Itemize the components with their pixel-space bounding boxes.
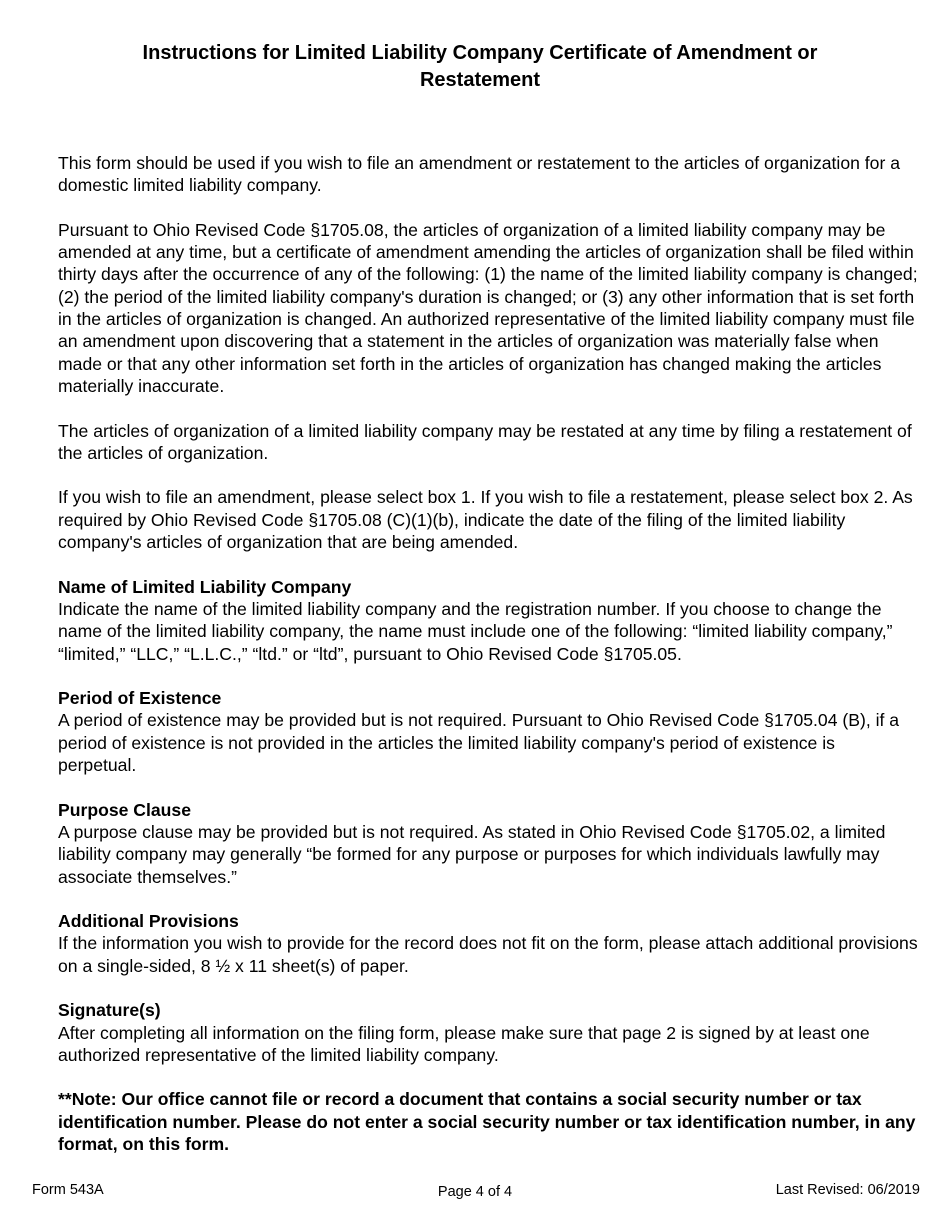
last-revised: Last Revised: 06/2019 bbox=[775, 1182, 920, 1198]
page-number: Page 4 of 4 bbox=[437, 1184, 513, 1200]
box-selection-paragraph: If you wish to file an amendment, please select box 1. If you wish to file a restatement, please select box 2. As required by Ohio Revised Code §1705.08 (C)(1)(b), indicate the date of the filing of the limited liability company's articles of organization that are being amended. bbox=[58, 487, 913, 553]
intro-paragraph: This form should be used if you wish to file an amendment or restatement to the articles of organization for a domestic limited liability company. bbox=[58, 153, 901, 196]
section-additional-provisions bbox=[58, 910, 918, 977]
section-heading: Purpose Clause bbox=[58, 799, 191, 820]
restatement-paragraph: The articles of organization of a limited liability company may be restated at any time by filing a restatement of the articles of organization. bbox=[58, 420, 912, 463]
section-body: A period of existence may be provided but is not required. Pursuant to Ohio Revised Code §1705.04 (B), if a period of existence is not provided in the articles the limited liability company's period of existence is perpetual. bbox=[58, 710, 900, 776]
section-body: After completing all information on the filing form, please make sure that page 2 is signed by at least one authorized representative of the limited liability company. bbox=[58, 1022, 870, 1065]
section-body: A purpose clause may be provided but is not required. As stated in Ohio Revised Code §1705.02, a limited liability company may generally “be formed for any purpose or purposes for which individuals lawfully may associate themselves.” bbox=[58, 821, 886, 887]
section-body: If the information you wish to provide for the record does not fit on the form, please attach additional provisions on a single-sided, 8 ½ x 11 sheet(s) of paper. bbox=[58, 933, 918, 976]
instructions-body bbox=[58, 152, 918, 1155]
section-purpose-clause bbox=[58, 799, 918, 888]
section-heading: Name of Limited Liability Company bbox=[58, 576, 352, 597]
section-signatures bbox=[58, 999, 918, 1066]
section-body: Indicate the name of the limited liability company and the registration number. If you choose to change the name of the limited liability company, the name must include one of the following: “limited liability company,” “limited,” “LLC,” “L.L.C.,” “ltd.” or “ltd”, pursuant to Ohio Revised Code §1705.05. bbox=[58, 598, 893, 664]
ssn-note: **Note: Our office cannot file or record a document that contains a social security number or tax identification number. Please do not enter a social security number or tax identification number, in any format, on this form. bbox=[58, 1089, 916, 1155]
amendment-paragraph: Pursuant to Ohio Revised Code §1705.08, the articles of organization of a limited liability company may be amended at any time, but a certificate of amendment amending the articles of organization shall be filed within thirty days after the occurrence of any of the following: (1) the name of the limited liability company is changed; (2) the period of the limited liability company's duration is changed; or (3) any other information that is set forth in the articles of organization is changed. An authorized representative of the limited liability company must file an amendment upon discovering that a statement in the articles of organization was materially false when made or that any other information set forth in the articles of organization has changed making the articles materially inaccurate. bbox=[58, 219, 918, 396]
section-heading: Period of Existence bbox=[58, 688, 222, 709]
form-number: Form 543A bbox=[32, 1182, 104, 1198]
section-period-of-existence bbox=[58, 687, 918, 776]
section-heading: Additional Provisions bbox=[58, 911, 239, 932]
section-heading: Signature(s) bbox=[58, 1000, 161, 1021]
page-title: Instructions for Limited Liability Company Certificate of Amendment or Restatement bbox=[142, 42, 818, 91]
section-name-of-llc bbox=[58, 576, 918, 665]
